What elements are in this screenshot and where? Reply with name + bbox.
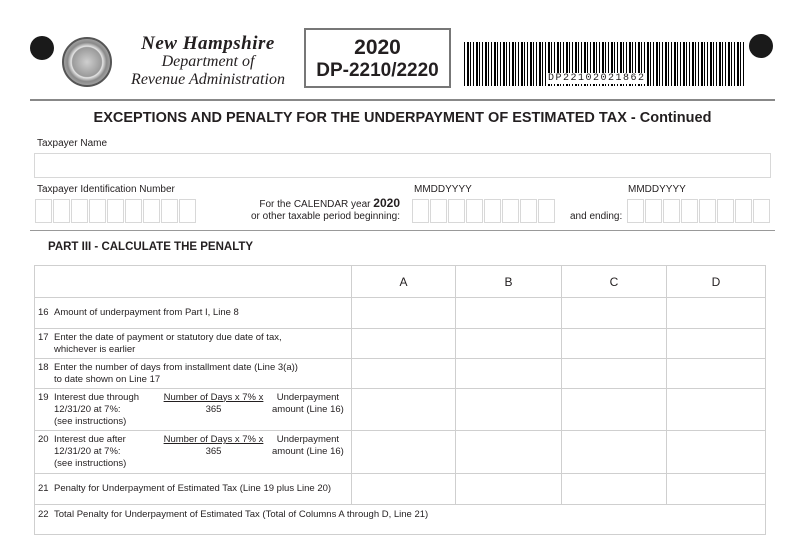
line-21-b[interactable]	[456, 474, 562, 505]
line-20-label: 20 Interest due after 12/31/20 at 7%: (see instructions) Number of Days x 7% x 365 Underpayment amount (Line 16)	[35, 431, 352, 474]
line-17-a[interactable]	[352, 329, 456, 359]
taxpayer-id-field[interactable]	[35, 199, 197, 223]
line-16-d[interactable]	[667, 298, 766, 329]
line-18-c[interactable]	[562, 359, 667, 389]
form-year: 2020	[354, 36, 401, 59]
line-20-d[interactable]	[667, 431, 766, 474]
period-begin-label: or other taxable period beginning:	[251, 211, 400, 222]
line-21-label: 21 Penalty for Underpayment of Estimated Tax (Line 19 plus Line 20)	[35, 474, 352, 505]
line-17-c[interactable]	[562, 329, 667, 359]
calendar-year: 2020	[373, 196, 400, 210]
line-21-a[interactable]	[352, 474, 456, 505]
line-18-a[interactable]	[352, 359, 456, 389]
column-a-header: A	[352, 266, 456, 298]
line-17-d[interactable]	[667, 329, 766, 359]
barcode-text: DP22102021862	[548, 73, 646, 84]
part3-heading: PART III - CALCULATE THE PENALTY	[48, 241, 254, 253]
line-18-row	[35, 359, 766, 389]
line-19-label: 19 Interest due through 12/31/20 at 7%: (see instructions) Number of Days x 7% x 365 Underpayment amount (Line 16)	[35, 389, 352, 431]
line-18-label: 18 Enter the number of days from installment date (Line 3(a)) to date shown on Line 17	[35, 359, 352, 389]
form-id-box	[304, 28, 451, 88]
line-18-b[interactable]	[456, 359, 562, 389]
form-number: DP-2210/2220	[316, 60, 439, 81]
taxpayer-id-label: Taxpayer Identification Number	[37, 184, 175, 195]
line-20-b[interactable]	[456, 431, 562, 474]
form-title: EXCEPTIONS AND PENALTY FOR THE UNDERPAYMENT OF ESTIMATED TAX - Continued	[93, 110, 712, 126]
line-22-row	[35, 505, 766, 535]
column-d-header: D	[667, 266, 766, 298]
line-18-d[interactable]	[667, 359, 766, 389]
line-21-d[interactable]	[667, 474, 766, 505]
penalty-table	[34, 265, 766, 535]
line-19-d[interactable]	[667, 389, 766, 431]
registration-dot-left	[30, 36, 54, 60]
begin-date-format: MMDDYYYY	[414, 184, 472, 195]
line-21-c[interactable]	[562, 474, 667, 505]
taxpayer-name-label: Taxpayer Name	[37, 138, 108, 149]
section-rule	[30, 230, 775, 231]
column-b-header: B	[456, 266, 562, 298]
agency-department: Department of	[161, 53, 255, 70]
calendar-year-line	[200, 196, 400, 210]
line-17-row	[35, 329, 766, 359]
taxpayer-name-field[interactable]	[34, 153, 771, 178]
registration-dot-right	[749, 34, 773, 58]
line-16-row	[35, 298, 766, 329]
line-21-row	[35, 474, 766, 505]
column-c-header: C	[562, 266, 667, 298]
agency-name	[118, 35, 298, 89]
calendar-text: For the CALENDAR year	[259, 199, 371, 210]
header-desc	[35, 266, 352, 298]
ending-label: and ending:	[570, 211, 623, 222]
begin-date-field[interactable]	[412, 199, 556, 223]
state-seal	[62, 37, 112, 87]
line-17-b[interactable]	[456, 329, 562, 359]
line-20-row	[35, 431, 766, 474]
line-16-label: 16 Amount of underpayment from Part I, Line 8	[35, 298, 352, 329]
line-19-a[interactable]	[352, 389, 456, 431]
line-20-a[interactable]	[352, 431, 456, 474]
table-header-row	[35, 266, 766, 298]
line-17-label: 17 Enter the date of payment or statutory due date of tax, whichever is earlier	[35, 329, 352, 359]
agency-state: New Hampshire	[141, 33, 275, 54]
end-date-format: MMDDYYYY	[628, 184, 686, 195]
agency-division: Revenue Administration	[131, 71, 285, 88]
line-16-b[interactable]	[456, 298, 562, 329]
line-20-c[interactable]	[562, 431, 667, 474]
line-19-b[interactable]	[456, 389, 562, 431]
line-16-c[interactable]	[562, 298, 667, 329]
end-date-field[interactable]	[627, 199, 771, 223]
line-22-label: 22 Total Penalty for Underpayment of Estimated Tax (Total of Columns A through D, Line 21)	[35, 505, 766, 535]
header-rule	[30, 99, 775, 101]
line-19-c[interactable]	[562, 389, 667, 431]
line-19-row	[35, 389, 766, 431]
line-16-a[interactable]	[352, 298, 456, 329]
